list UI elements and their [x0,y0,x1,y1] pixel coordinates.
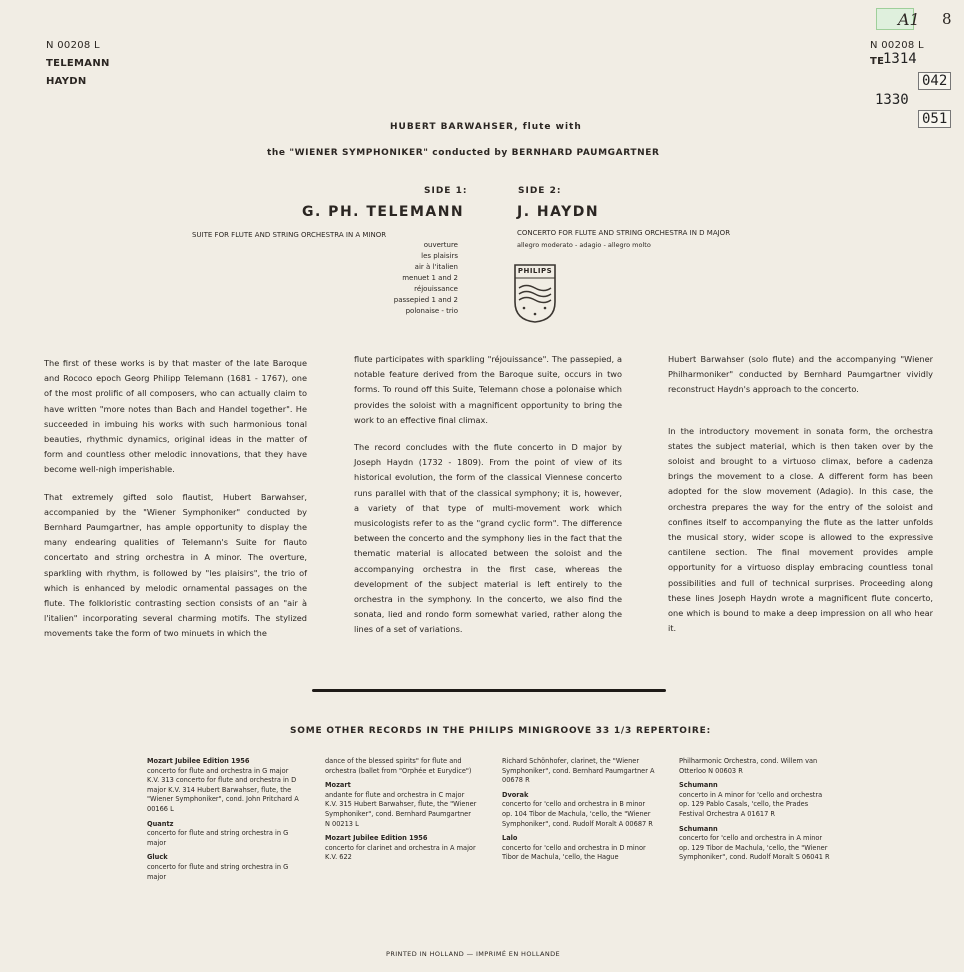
record-body: andante for flute and orchestra in C major K.V. 315 Hubert Barwahser, flute, the "Wiener Symphoniker", cond. Bernhard Paumgartner N 00213 L [325,790,477,828]
side1-work: SUITE FOR FLUTE AND STRING ORCHESTRA IN A MINOR [192,231,387,239]
notes-paragraph: In the introductory movement in sonata form, the orchestra states the subject material, which is then taken over by the soloist and brought to a virtuoso climax, before a cadenza brings the movement to a close. A different form has been adopted for the slow movement (Adagio). In this case, the orchestra prepares the way for the entry of the soloist and confines itself to accompanying the flute as the latter unfolds the musical story, wider scope is allowed to the expressive cantilene section. The final movement provides ample opportunity for a virtuoso display embracing countless tonal possibilities and full of technical surprises. Proceeding along these lines Joseph Haydn wrote a magnificent flute concerto, one which is bound to make a deep impression on all who hear it. [668,425,933,634]
record-title: Mozart Jubilee Edition 1956 [147,757,250,765]
record-body: concerto in A minor for 'cello and orchestra op. 129 Pablo Casals, 'cello, the Prades Festival Orchestra A 01617 R [679,790,823,818]
record-body: concerto for 'cello and orchestra in B minor op. 104 Tibor de Machula, 'cello, the "Wiener Symphoniker", cond. Rudolf Moralt A 00687 R [502,800,653,828]
record-title: Gluck [147,853,168,862]
side2-label: SIDE 2: [518,186,562,196]
handwritten-mark-2: 8 [942,10,952,28]
side1-movements [330,240,458,317]
record-entry [147,757,299,815]
other-records-title: SOME OTHER RECORDS IN THE PHILIPS MINIGROOVE 33 1/3 REPERTOIRE: [290,726,711,736]
notes-column-1 [44,356,307,654]
side2-movements: allegro moderato - adagio - allegro molto [517,241,651,249]
movement-item: les plaisirs [421,252,458,260]
notes-column-2 [354,352,622,650]
record-body: dance of the blessed spirits" for flute and orchestra (ballet from "Orphée et Eurydice") [325,757,472,775]
record-entry [325,781,477,829]
record-body: concerto for clarinet and orchestra in A major K.V. 622 [325,843,476,862]
record-entry [325,834,477,863]
movement-item: passepied 1 and 2 [393,296,458,304]
record-body: Richard Schönhofer, clarinet, the "Wiener Symphoniker", cond. Bernhard Paumgartner A 00678 R [502,757,655,785]
movement-item: ouverture [423,241,458,249]
other-records-column-3 [502,757,657,868]
printed-in-holland-footer: PRINTED IN HOLLAND — IMPRIMÉ EN HOLLANDE [386,950,561,958]
notes-paragraph: The first of these works is by that master of the late Baroque and Rococo epoch Georg Philipp Telemann (1681 - 1767), one of the most prolific of all composers, who can actually claim to have written "more notes than Bach and Handel together". He succeeded in imbuing his works with such harmonious tonal beauties, rhythmic dynamics, original ideas in the matter of form and countless other melodic innovations, that they have become well-nigh imperishable. [44,358,307,475]
record-entry [679,757,831,776]
catalog-number-right: N 00208 L [870,40,924,51]
record-body: concerto for flute and string orchestra in G major [147,862,289,881]
side1-label: SIDE 1: [424,186,468,196]
notes-paragraph: Hubert Barwahser (solo flute) and the accompanying "Wiener Philharmoniker" conducted by Bernhard Paumgartner vividly reconstruct Haydn's approach to the concerto. [668,354,933,395]
record-title: Quantz [147,819,174,828]
soloist-credit: HUBERT BARWAHSER, flute with [390,122,582,132]
record-entry [147,820,299,849]
record-entry [679,781,831,819]
stamp-number-b: 042 [918,72,951,90]
record-title: Dvorak [502,790,529,799]
catalog-number-left: N 00208 L [46,40,100,51]
record-body: concerto for flute and string orchestra in G major [147,829,289,847]
handwritten-mark-1: A1 [898,10,920,29]
side2-composer: J. HAYDN [517,204,600,220]
notes-paragraph: That extremely gifted solo flautist, Hubert Barwahser, accompanied by the "Wiener Symphoniker" conducted by Bernhard Paumgartner, has ample opportunity to display the many endearing qualities of Telemann's Suite for flauto concertato and string orchestra in A minor. The overture, sparkling with rhythm, is followed by "les plaisirs", the trio of which is enhanced by melodic ornamental passages on the flute. The folkloristic contrasting section consists of an "air à l'italien" incorporating several charming motifs. The stylized movements take the form of two minuets in which the [44,491,307,639]
other-records-column-2 [325,757,477,868]
record-entry [679,825,831,863]
section-divider [312,689,666,692]
record-title: Mozart Jubilee Edition 1956 [325,834,428,843]
record-entry [502,791,657,829]
movement-item: réjouissance [414,285,458,293]
catalog-line-telemann: TELEMANN [46,58,110,69]
side1-composer: G. PH. TELEMANN [302,204,465,220]
catalog-prefix-right: TE [870,56,885,67]
philips-logo [512,262,558,324]
orchestra-credit: the "WIENER SYMPHONIKER" conducted by BERNHARD PAUMGARTNER [267,148,660,158]
stamp-number-c: 1330 [875,92,909,108]
record-body: concerto for 'cello and orchestra in D minor Tibor de Machula, 'cello, the Hague [502,843,646,862]
record-title: Lalo [502,834,518,843]
record-entry [147,853,299,882]
record-body: Philharmonic Orchestra, cond. Willem van Otterloo N 00603 R [679,757,818,775]
record-title: Schumann [679,781,718,790]
record-title: Schumann [679,824,718,833]
notes-paragraph: The record concludes with the flute concerto in D major by Joseph Haydn (1732 - 1809). From the point of view of its historical evolution, the form of the classical Viennese concerto runs parallel with that of the classical symphony; it is, however, a variety of that type of multi-movement work which musicologists refer to as the "grand cyclic form". The difference between the concerto and the symphony lies in the fact that the thematic material is allocated between the soloist and the accompanying orchestra in the first case, whereas the development of the subject material is left entirely to the orchestra in the symphony. In the concerto, we also find the sonata, lied and rondo form somewhat varied, rather along the lines of a set of variations. [354,442,622,635]
catalog-line-haydn: HAYDN [46,76,87,87]
record-body: concerto for 'cello and orchestra in A minor op. 129 Tibor de Machula, 'cello, the "Wiener Symphoniker", cond. Rudolf Moralt S 06041 R [679,834,830,862]
other-records-column-1 [147,757,299,887]
notes-column-3 [668,352,933,648]
stamp-number-d: 051 [918,110,951,128]
record-entry [502,757,657,786]
notes-paragraph: flute participates with sparkling "réjouissance". The passepied, a notable feature derived from the Baroque suite, occurs in two forms. To round off this Suite, Telemann chose a polonaise which provides the soloist with a magnificent opportunity to bring the work to an effective final climax. [354,354,622,425]
other-records-column-4 [679,757,831,868]
philips-logo-text: PHILIPS [517,267,553,275]
record-entry [502,834,657,863]
side2-work: CONCERTO FOR FLUTE AND STRING ORCHESTRA IN D MAJOR [517,229,731,237]
movement-item: menuet 1 and 2 [402,274,458,282]
movement-item: air à l'italien [414,263,458,271]
movement-item: polonaise - trio [405,307,458,315]
record-entry [325,757,477,776]
record-title: Mozart [325,781,351,790]
stamp-number-a: 1314 [883,51,917,67]
record-body: concerto for flute and orchestra in G major K.V. 313 concerto for flute and orchestra in D major K.V. 314 Hubert Barwahser, flute, the "Wiener Symphoniker", cond. John Pritchard A 00166 L [147,766,299,813]
